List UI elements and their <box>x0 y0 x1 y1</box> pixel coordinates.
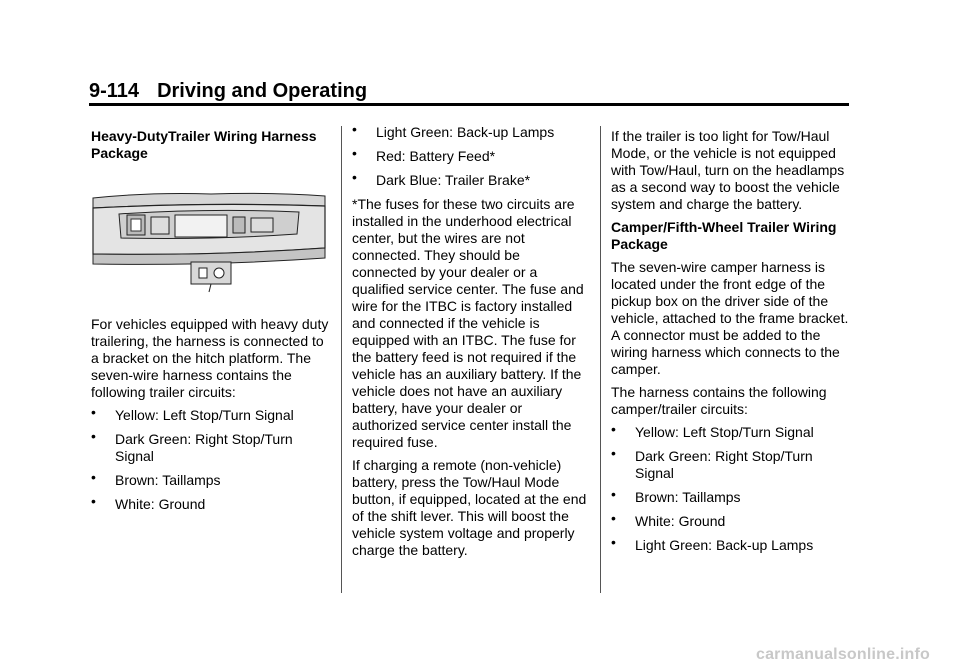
header-rule <box>89 103 849 106</box>
bullet-icon: • <box>91 428 96 444</box>
headlamps-note: If the trailer is too light for Tow/Haul Mode, or the vehicle is not equipped with Tow/Haul, turn on the headlamps as a second way to boost the vehicle system and charge the battery. <box>611 128 845 212</box>
section-title: Driving and Operating <box>157 80 368 102</box>
column-1 <box>91 128 333 520</box>
bullet-icon: • <box>352 169 357 185</box>
list-item: • Dark Green: Right Stop/Turn Signal <box>91 428 293 464</box>
camper-circuits-intro: The harness contains the following camper/trailer circuits: <box>611 384 827 417</box>
bullet-icon: • <box>91 469 96 485</box>
bullet-icon: • <box>611 534 616 550</box>
trailer-circuit-list-continued <box>352 121 587 189</box>
bullet-icon: • <box>611 445 616 461</box>
list-item: • Dark Blue: Trailer Brake* <box>352 169 531 188</box>
remote-battery-note: If charging a remote (non-vehicle) battery, press the Tow/Haul Mode button, if equipped, located at the end of the shift lever. This will boost the vehicle system voltage and properly charge the battery. <box>352 457 587 558</box>
list-item: • White: Ground <box>91 493 206 512</box>
bullet-icon: • <box>91 493 96 509</box>
list-item: • Yellow: Left Stop/Turn Signal <box>611 421 814 440</box>
bullet-icon: • <box>352 121 357 137</box>
column-2 <box>352 121 587 565</box>
bullet-icon: • <box>611 486 616 502</box>
bullet-icon: • <box>611 510 616 526</box>
heavy-duty-heading: Heavy-DutyTrailer Wiring Harness Package <box>91 128 317 161</box>
camper-circuit-list <box>611 421 853 554</box>
list-item: • Red: Battery Feed* <box>352 145 496 164</box>
camper-description: The seven-wire camper harness is located under the front edge of the pickup box on the driver side of the vehicle, attached to the frame bracket. A connector must be added to the wiring harness which connects to the camper. <box>611 259 849 377</box>
column-3 <box>611 128 853 561</box>
camper-heading: Camper/Fifth-Wheel Trailer Wiring Package <box>611 219 837 252</box>
trailer-hitch-illustration <box>91 184 327 294</box>
watermark: carmanualsonline.info <box>755 646 930 663</box>
list-item: • Light Green: Back-up Lamps <box>611 534 814 553</box>
bullet-icon: • <box>352 145 357 161</box>
heavy-duty-description: For vehicles equipped with heavy duty trailering, the harness is connected to a bracket on the hitch platform. The seven-wire harness contains the following trailer circuits: <box>91 316 329 400</box>
list-item: • Brown: Taillamps <box>91 469 221 488</box>
trailer-circuit-list <box>91 404 333 513</box>
list-item: • White: Ground <box>611 510 726 529</box>
list-item: • Dark Green: Right Stop/Turn Signal <box>611 445 813 481</box>
column-divider <box>341 126 342 593</box>
bullet-icon: • <box>91 404 96 420</box>
bullet-icon: • <box>611 421 616 437</box>
list-item: • Light Green: Back-up Lamps <box>352 121 555 140</box>
page-header-title <box>89 80 367 103</box>
list-item: • Yellow: Left Stop/Turn Signal <box>91 404 294 423</box>
page-number: 9-114 <box>89 80 140 102</box>
list-item: • Brown: Taillamps <box>611 486 741 505</box>
fuse-note: *The fuses for these two circuits are installed in the underhood electrical center, but the wires are not connected. They should be connected by your dealer or a qualified service center. The fuse and wire for the ITBC is factory installed and connected if the vehicle is equipped with an ITBC. The fuse for the battery feed is not required if the vehicle has an auxiliary battery. If the vehicle does not have an auxiliary battery, have your dealer or authorized service center install the required fuse. <box>352 196 584 450</box>
column-divider <box>600 126 601 593</box>
